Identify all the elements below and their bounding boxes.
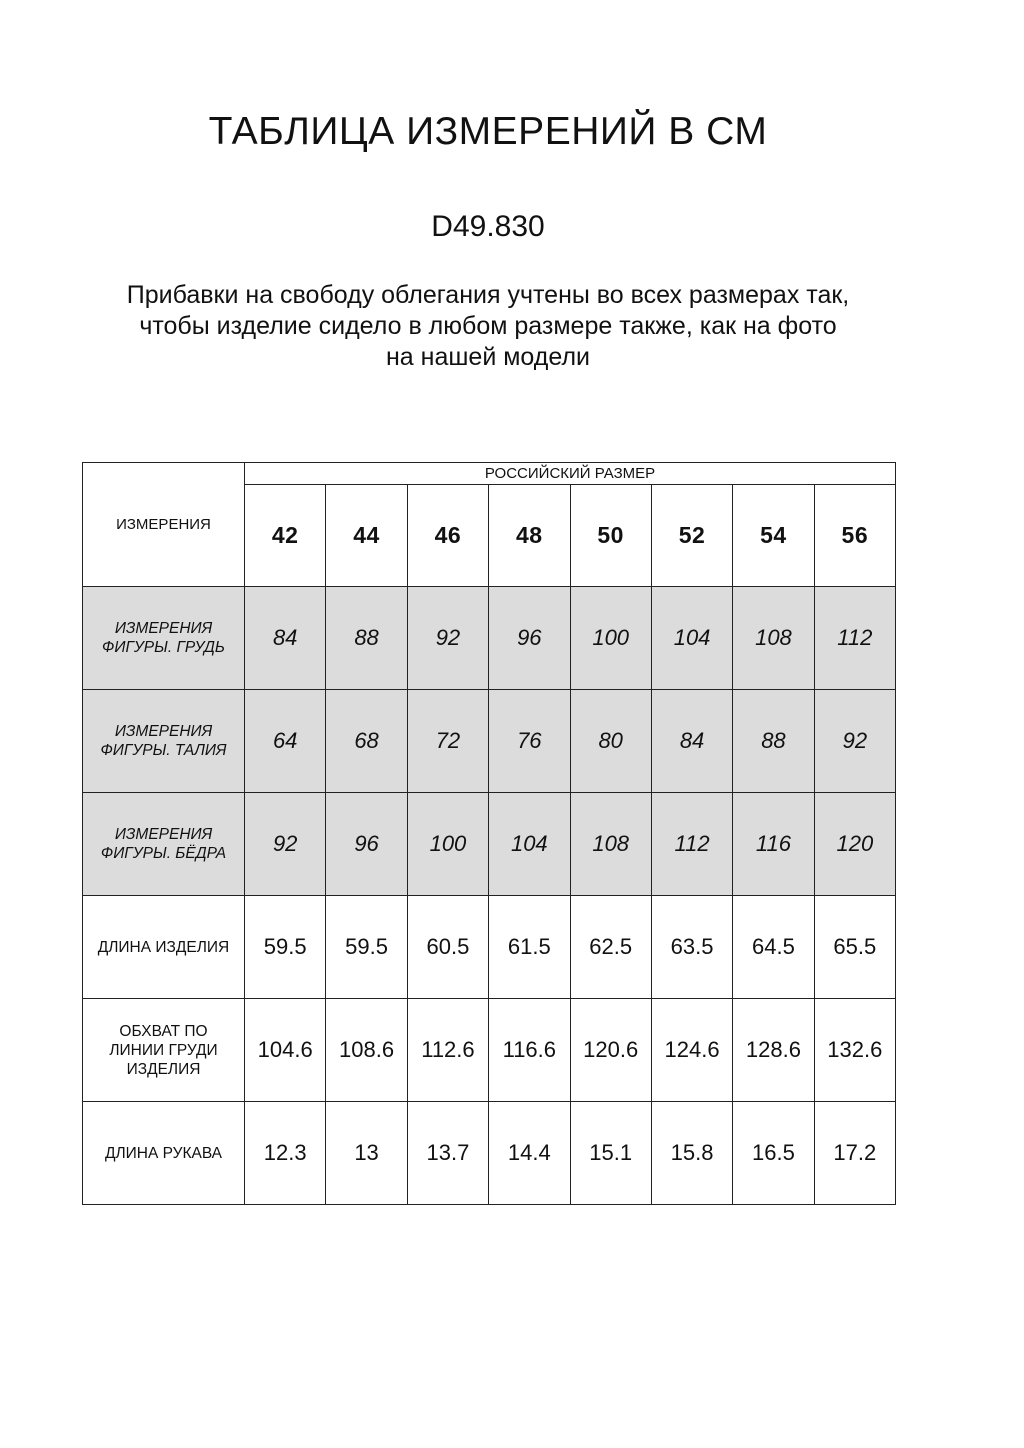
row-label-line: ИЗМЕРЕНИЯ: [114, 723, 213, 740]
table-cell: 116.6: [489, 999, 570, 1102]
table-cell: 84: [651, 690, 732, 793]
row-label-line: ИЗМЕРЕНИЯ: [114, 620, 213, 637]
table-cell: 120.6: [570, 999, 651, 1102]
table-cell: 68: [326, 690, 407, 793]
table-cell: 112.6: [407, 999, 488, 1102]
table-cell: 59.5: [326, 896, 407, 999]
page-title: ТАБЛИЦА ИЗМЕРЕНИЙ В СМ: [208, 110, 768, 153]
table-cell: 132.6: [814, 999, 895, 1102]
table-cell: 14.4: [489, 1102, 570, 1205]
row-label: [83, 999, 245, 1102]
size-header-cell: 56: [814, 485, 895, 587]
fit-note-line: Прибавки на свободу облегания учтены во всех размерах так,: [126, 281, 850, 309]
table-cell: 65.5: [814, 896, 895, 999]
table-cell: 76: [489, 690, 570, 793]
table-row: [83, 587, 896, 690]
size-header-cell: 52: [651, 485, 732, 587]
table-cell: 104: [651, 587, 732, 690]
article-number: D49.830: [431, 210, 545, 243]
table-cell: 116: [733, 793, 814, 896]
table-cell: 92: [245, 793, 326, 896]
row-label-line: ФИГУРЫ. БЁДРА: [100, 845, 227, 862]
table-row: [83, 793, 896, 896]
fit-note: [0, 280, 976, 373]
table-row: [83, 999, 896, 1102]
size-group-header: РОССИЙСКИЙ РАЗМЕР: [245, 463, 896, 485]
table-row: [83, 1102, 896, 1205]
row-label-line: ФИГУРЫ. ГРУДЬ: [102, 639, 225, 656]
row-label: [83, 896, 245, 999]
table-cell: 17.2: [814, 1102, 895, 1205]
table-cell: 92: [814, 690, 895, 793]
table-row: [83, 690, 896, 793]
table-cell: 62.5: [570, 896, 651, 999]
row-label: [83, 690, 245, 793]
table-cell: 80: [570, 690, 651, 793]
table-cell: 124.6: [651, 999, 732, 1102]
table-cell: 88: [326, 587, 407, 690]
fit-note-line: чтобы изделие сидело в любом размере также, как на фото: [139, 312, 837, 340]
table-cell: 12.3: [245, 1102, 326, 1205]
table-cell: 100: [570, 587, 651, 690]
table-cell: 108: [570, 793, 651, 896]
table-cell: 104.6: [245, 999, 326, 1102]
table-cell: 60.5: [407, 896, 488, 999]
table-cell: 72: [407, 690, 488, 793]
row-label-line: ОБХВАТ ПО: [119, 1022, 208, 1040]
table-cell: 63.5: [651, 896, 732, 999]
size-header-cell: 46: [407, 485, 488, 587]
table-cell: 15.8: [651, 1102, 732, 1205]
row-label-line: ИЗДЕЛИЯ: [126, 1060, 201, 1078]
table-cell: 13: [326, 1102, 407, 1205]
table-cell: 128.6: [733, 999, 814, 1102]
measure-column-header: ИЗМЕРЕНИЯ: [83, 463, 245, 587]
table-row: [83, 896, 896, 999]
table-cell: 88: [733, 690, 814, 793]
table-cell: 84: [245, 587, 326, 690]
size-header-cell: 42: [245, 485, 326, 587]
size-header-cell: 44: [326, 485, 407, 587]
table-cell: 96: [326, 793, 407, 896]
row-label-line: ФИГУРЫ. ТАЛИЯ: [100, 742, 227, 759]
table-cell: 112: [814, 587, 895, 690]
row-label-line: ДЛИНА РУКАВА: [104, 1144, 223, 1162]
row-label-line: ДЛИНА ИЗДЕЛИЯ: [97, 938, 230, 956]
table-cell: 15.1: [570, 1102, 651, 1205]
size-header-cell: 48: [489, 485, 570, 587]
table-cell: 92: [407, 587, 488, 690]
table-cell: 112: [651, 793, 732, 896]
row-label: [83, 1102, 245, 1205]
table-cell: 108: [733, 587, 814, 690]
table-cell: 104: [489, 793, 570, 896]
row-label: [83, 587, 245, 690]
table-cell: 64: [245, 690, 326, 793]
table-cell: 108.6: [326, 999, 407, 1102]
table-cell: 96: [489, 587, 570, 690]
table-cell: 16.5: [733, 1102, 814, 1205]
table-cell: 120: [814, 793, 895, 896]
row-label-line: ИЗМЕРЕНИЯ: [114, 826, 213, 843]
size-header-cell: 54: [733, 485, 814, 587]
row-label: [83, 793, 245, 896]
table-cell: 61.5: [489, 896, 570, 999]
table-cell: 100: [407, 793, 488, 896]
table-cell: 59.5: [245, 896, 326, 999]
size-header-cell: 50: [570, 485, 651, 587]
size-chart-table: [82, 462, 896, 1205]
row-label-line: ЛИНИИ ГРУДИ: [109, 1041, 218, 1059]
fit-note-line: на нашей модели: [386, 343, 590, 371]
table-header-row: [83, 463, 896, 485]
table-cell: 13.7: [407, 1102, 488, 1205]
table-cell: 64.5: [733, 896, 814, 999]
